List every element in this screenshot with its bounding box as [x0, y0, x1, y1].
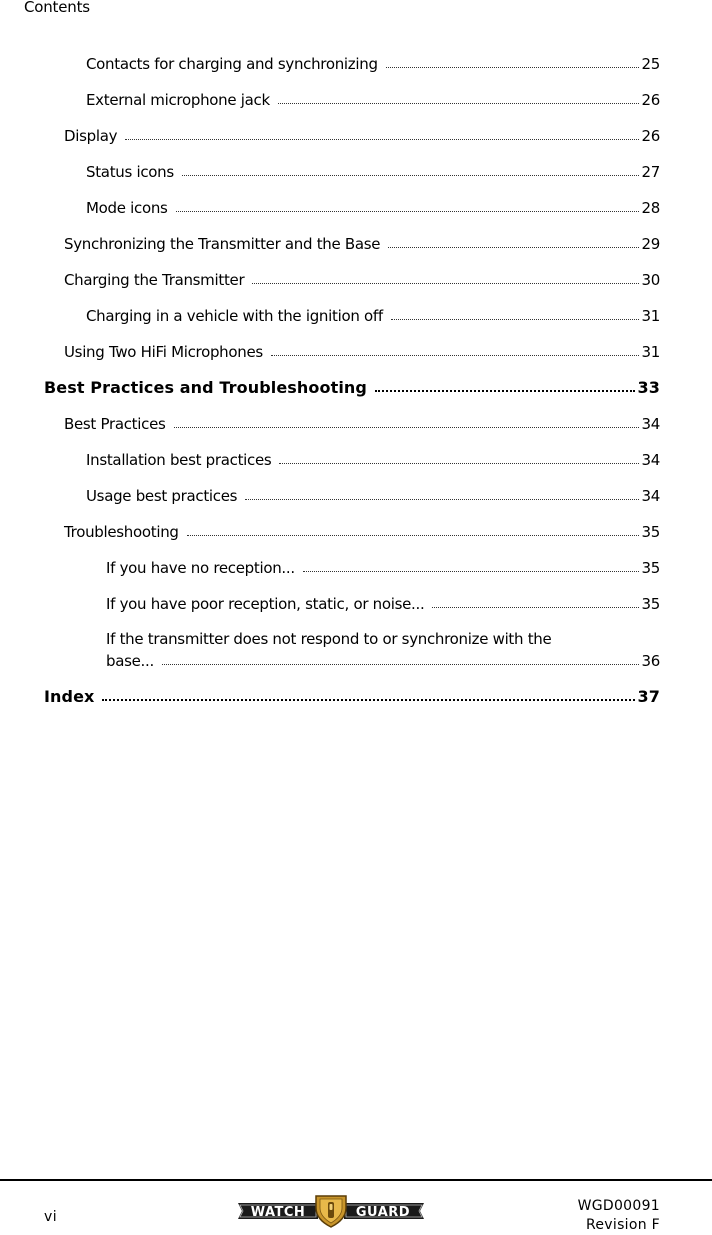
footer-doc-info [578, 1197, 660, 1235]
toc-entry-page: 27 [641, 163, 660, 181]
toc-entry[interactable] [86, 91, 660, 109]
toc-entry[interactable] [106, 595, 660, 613]
dot-leader [386, 67, 639, 68]
toc-entry[interactable] [106, 559, 660, 577]
dot-leader [432, 607, 638, 608]
toc-entry-title: Display [64, 127, 118, 145]
toc-entry-title: Charging in a vehicle with the ignition off [86, 307, 383, 325]
toc-entry-page: 34 [641, 415, 660, 433]
dot-leader [271, 355, 639, 356]
dot-leader [102, 699, 634, 701]
dot-leader [303, 571, 639, 572]
toc-entry[interactable] [106, 652, 660, 670]
dot-leader [278, 103, 639, 104]
footer-divider [0, 1179, 712, 1181]
running-header: Contents [24, 0, 90, 16]
toc-entry[interactable] [86, 55, 660, 73]
dot-leader [182, 175, 639, 176]
toc-entry-page: 26 [641, 127, 660, 145]
dot-leader [375, 390, 635, 392]
toc-entry-page: 34 [641, 487, 660, 505]
toc-entry-title: Synchronizing the Transmitter and the Base [64, 235, 381, 253]
toc-entry-title: base... [106, 652, 154, 670]
toc-entry[interactable] [86, 307, 660, 325]
toc-entry-title: If you have no reception... [106, 559, 295, 577]
toc-entry-page: 33 [637, 378, 660, 397]
dot-leader [245, 499, 638, 500]
dot-leader [176, 211, 639, 212]
toc-entry-page: 34 [641, 451, 660, 469]
watchguard-logo [236, 1194, 426, 1228]
toc-entry[interactable] [86, 163, 660, 181]
footer-page-number: vi [44, 1209, 58, 1225]
dot-leader [252, 283, 638, 284]
logo-text-right: GUARD [355, 1205, 411, 1220]
toc-entry-page: 29 [641, 235, 660, 253]
toc-entry-page: 31 [641, 343, 660, 361]
toc-entry-title: Contacts for charging and synchronizing [86, 55, 378, 73]
toc-entry[interactable] [64, 523, 660, 541]
toc-entry-title: Troubleshooting [64, 523, 179, 541]
toc-entry-title: Status icons [86, 163, 174, 181]
toc-entry[interactable] [64, 415, 660, 433]
dot-leader [388, 247, 638, 248]
dot-leader [174, 427, 639, 428]
dot-leader [125, 139, 638, 140]
toc-entry-page: 25 [641, 55, 660, 73]
toc-entry[interactable] [86, 199, 660, 217]
toc-entry-title: Index [44, 687, 95, 706]
toc-entry-page: 35 [641, 559, 660, 577]
toc-entry-title-line1[interactable]: If the transmitter does not respond to or synchronize with the [106, 630, 552, 648]
toc-entry-title: If you have poor reception, static, or noise... [106, 595, 425, 613]
toc-entry-title: Charging the Transmitter [64, 271, 245, 289]
toc-entry-page: 36 [641, 652, 660, 670]
toc-entry[interactable] [86, 487, 660, 505]
revision: Revision F [585, 1217, 660, 1233]
toc-chapter-entry[interactable] [44, 687, 660, 706]
toc-entry-page: 35 [641, 523, 660, 541]
toc-entry-page: 28 [641, 199, 660, 217]
toc-entry-title: Installation best practices [86, 451, 272, 469]
toc-entry-page: 35 [641, 595, 660, 613]
toc-entry[interactable] [64, 127, 660, 145]
toc-entry-title: Mode icons [86, 199, 168, 217]
toc-entry[interactable] [64, 271, 660, 289]
dot-leader [279, 463, 638, 464]
toc-entry-title: Best Practices and Troubleshooting [44, 378, 367, 397]
toc-entry-title: Using Two HiFi Microphones [64, 343, 263, 361]
toc-entry-page: 37 [637, 687, 660, 706]
toc-entry[interactable] [64, 235, 660, 253]
toc-entry-page: 26 [641, 91, 660, 109]
dot-leader [162, 664, 639, 665]
doc-id: WGD00091 [577, 1198, 660, 1214]
logo-text-left: WATCH [250, 1205, 306, 1220]
dot-leader [187, 535, 639, 536]
toc-entry-page: 31 [641, 307, 660, 325]
toc-entry[interactable] [86, 451, 660, 469]
toc-entry-title: External microphone jack [86, 91, 270, 109]
toc-entry-title: Best Practices [64, 415, 166, 433]
toc-entry-title: Usage best practices [86, 487, 238, 505]
toc-entry-page: 30 [641, 271, 660, 289]
toc-entry[interactable] [64, 343, 660, 361]
toc-chapter-entry[interactable] [44, 378, 660, 397]
dot-leader [391, 319, 639, 320]
